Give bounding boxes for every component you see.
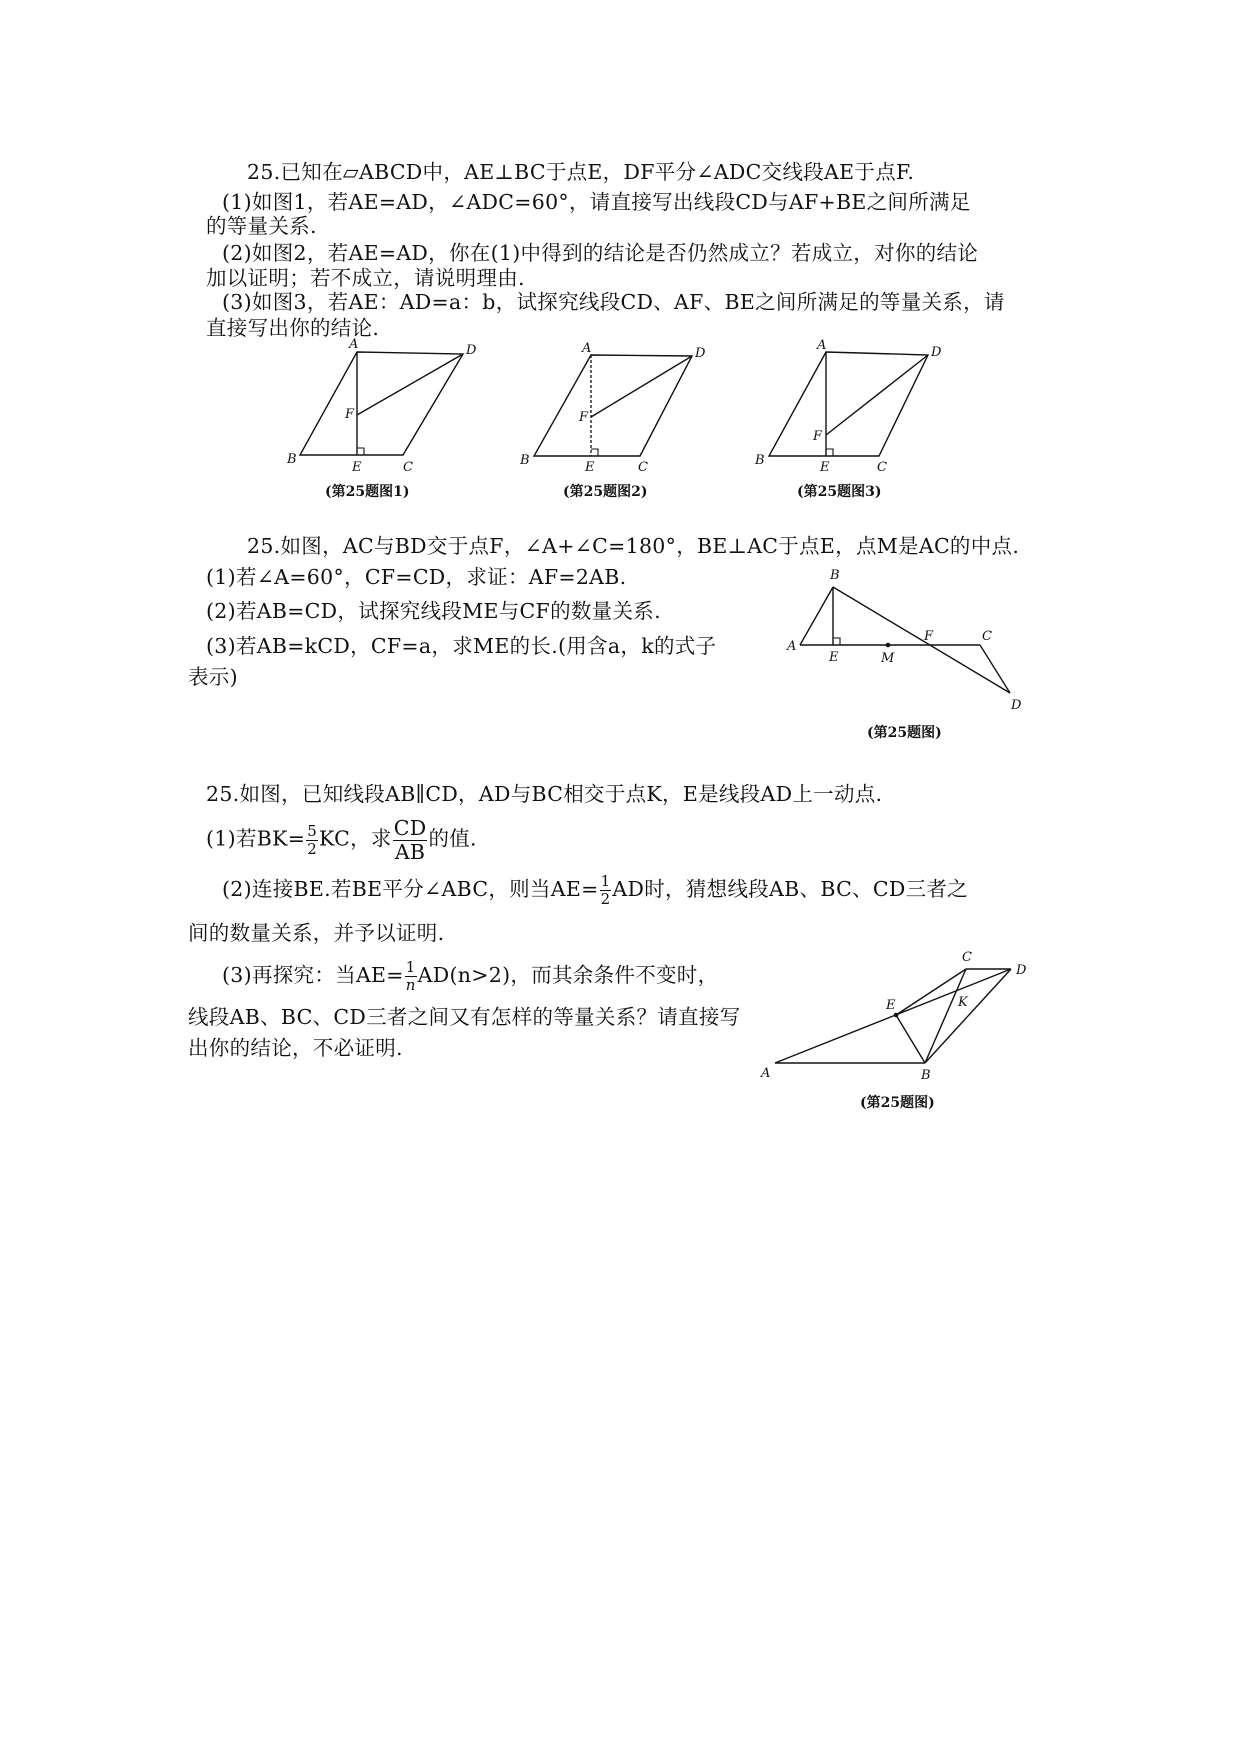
p3-q1-text-a: (1)若BK= bbox=[206, 826, 306, 851]
p1-figure-1 bbox=[285, 337, 477, 475]
p3-q3-line3: 出你的结论，不必证明. bbox=[188, 1036, 403, 1060]
p2-stem: 25.如图，AC与BD交于点F，∠A+∠C=180°，BE⊥AC于点E，点M是AC的中点. bbox=[247, 534, 1020, 558]
p1f2-label-b: B bbox=[520, 453, 530, 468]
p1-stem: 25.已知在▱ABCD中，AE⊥BC于点E，DF平分∠ADC交线段AE于点F. bbox=[247, 160, 915, 184]
p3-label-a: A bbox=[761, 1066, 771, 1081]
p2-label-f: F bbox=[924, 629, 934, 644]
p2-caption: (第25题图) bbox=[867, 725, 942, 741]
p3-q3-line2: 线段AB、BC、CD三者之间又有怎样的等量关系？请直接写 bbox=[188, 1005, 741, 1029]
p3-q2-line2: 间的数量关系，并予以证明. bbox=[188, 921, 445, 945]
p1f1-label-a: A bbox=[349, 337, 359, 352]
p3-label-b: B bbox=[921, 1068, 931, 1083]
p1-q1-line1: (1)如图1，若AE=AD，∠ADC=60°，请直接写出线段CD与AF+BE之间所满足 bbox=[222, 190, 971, 214]
p1-q1-line2: 的等量关系. bbox=[206, 214, 317, 238]
p3-q1-text-b: KC，求 bbox=[319, 826, 392, 851]
p1f3-label-b: B bbox=[755, 453, 765, 468]
p1f2-label-a: A bbox=[582, 341, 592, 356]
p2-label-d: D bbox=[1011, 698, 1022, 713]
p1f1-label-f: F bbox=[345, 407, 355, 422]
p3-q1-fraction-cd-ab: $\frac{CD}{AB}$ bbox=[393, 816, 427, 864]
p1f1-label-c: C bbox=[403, 460, 413, 475]
p3-caption: (第25题图) bbox=[860, 1095, 935, 1111]
p2-q3-line1: (3)若AB=kCD，CF=a，求ME的长.(用含a，k的式子 bbox=[206, 634, 717, 658]
p3-stem: 25.如图，已知线段AB∥CD，AD与BC相交于点K，E是线段AD上一动点. bbox=[206, 782, 883, 806]
p3-q1 bbox=[206, 818, 477, 862]
p3-q3-fraction-1-n: $\frac{1}{n}$ bbox=[405, 958, 416, 994]
p2-figure bbox=[785, 565, 1025, 715]
p1f3-label-f: F bbox=[813, 429, 823, 444]
p2-label-e: E bbox=[829, 650, 839, 665]
p2-label-b: B bbox=[830, 568, 840, 583]
p1-caption-3: (第25题图3) bbox=[797, 484, 882, 500]
p3-q3-line1 bbox=[222, 960, 718, 993]
p1f2-label-d: D bbox=[695, 346, 706, 361]
p3-q2-line1 bbox=[222, 874, 968, 907]
p3-q1-fraction-5-2: $\frac{5}{2}$ bbox=[307, 821, 318, 858]
p1-caption-1: (第25题图1) bbox=[325, 484, 410, 500]
p3-q3-text-b: AD(n>2)，而其余条件不变时， bbox=[417, 963, 719, 987]
p2-q2: (2)若AB=CD，试探究线段ME与CF的数量关系. bbox=[206, 599, 661, 623]
p3-label-c: C bbox=[962, 950, 972, 965]
p2-label-m: M bbox=[881, 651, 895, 666]
p3-label-d: D bbox=[1016, 963, 1027, 978]
p3-q3-text-a: (3)再探究：当AE= bbox=[222, 963, 404, 987]
p1-q2-line2: 加以证明；若不成立，请说明理由. bbox=[206, 266, 525, 290]
p3-q2-text-a: (2)连接BE.若BE平分∠ABC，则当AE= bbox=[222, 877, 599, 901]
p2-label-a: A bbox=[787, 639, 797, 654]
p2-label-c: C bbox=[982, 629, 992, 644]
p1-caption-2: (第25题图2) bbox=[563, 484, 648, 500]
p1f1-label-e: E bbox=[352, 460, 362, 475]
p3-q2-text-b: AD时，猜想线段AB、BC、CD三者之 bbox=[612, 877, 968, 901]
p1f3-label-c: C bbox=[877, 460, 887, 475]
p3-q1-text-c: 的值. bbox=[428, 826, 477, 851]
p1-q2-line1: (2)如图2，若AE=AD，你在(1)中得到的结论是否仍然成立？若成立，对你的结论 bbox=[222, 241, 979, 265]
p1-figure-3 bbox=[755, 338, 942, 475]
p3-q2-fraction-1-2: $\frac{1}{2}$ bbox=[600, 872, 611, 908]
p1-q3-line2: 直接写出你的结论. bbox=[206, 316, 380, 340]
p2-q3-line2: 表示) bbox=[188, 665, 238, 689]
p3-label-e: E bbox=[886, 998, 896, 1013]
p1-figure-2 bbox=[520, 340, 706, 475]
p1f2-label-e: E bbox=[585, 460, 595, 475]
p3-label-k: K bbox=[958, 995, 968, 1010]
p1f1-label-d: D bbox=[466, 343, 477, 358]
p3-figure bbox=[755, 945, 1040, 1083]
p1f2-label-f: F bbox=[579, 410, 589, 425]
p1f3-label-d: D bbox=[931, 345, 942, 360]
p1f2-label-c: C bbox=[638, 460, 648, 475]
p1f3-label-e: E bbox=[820, 460, 830, 475]
p2-q1: (1)若∠A=60°，CF=CD，求证：AF=2AB. bbox=[206, 565, 627, 589]
p1f3-label-a: A bbox=[817, 338, 827, 353]
p1-q3-line1: (3)如图3，若AE：AD=a：b，试探究线段CD、AF、BE之间所满足的等量关系，请 bbox=[222, 290, 1005, 314]
p1f1-label-b: B bbox=[287, 452, 297, 467]
